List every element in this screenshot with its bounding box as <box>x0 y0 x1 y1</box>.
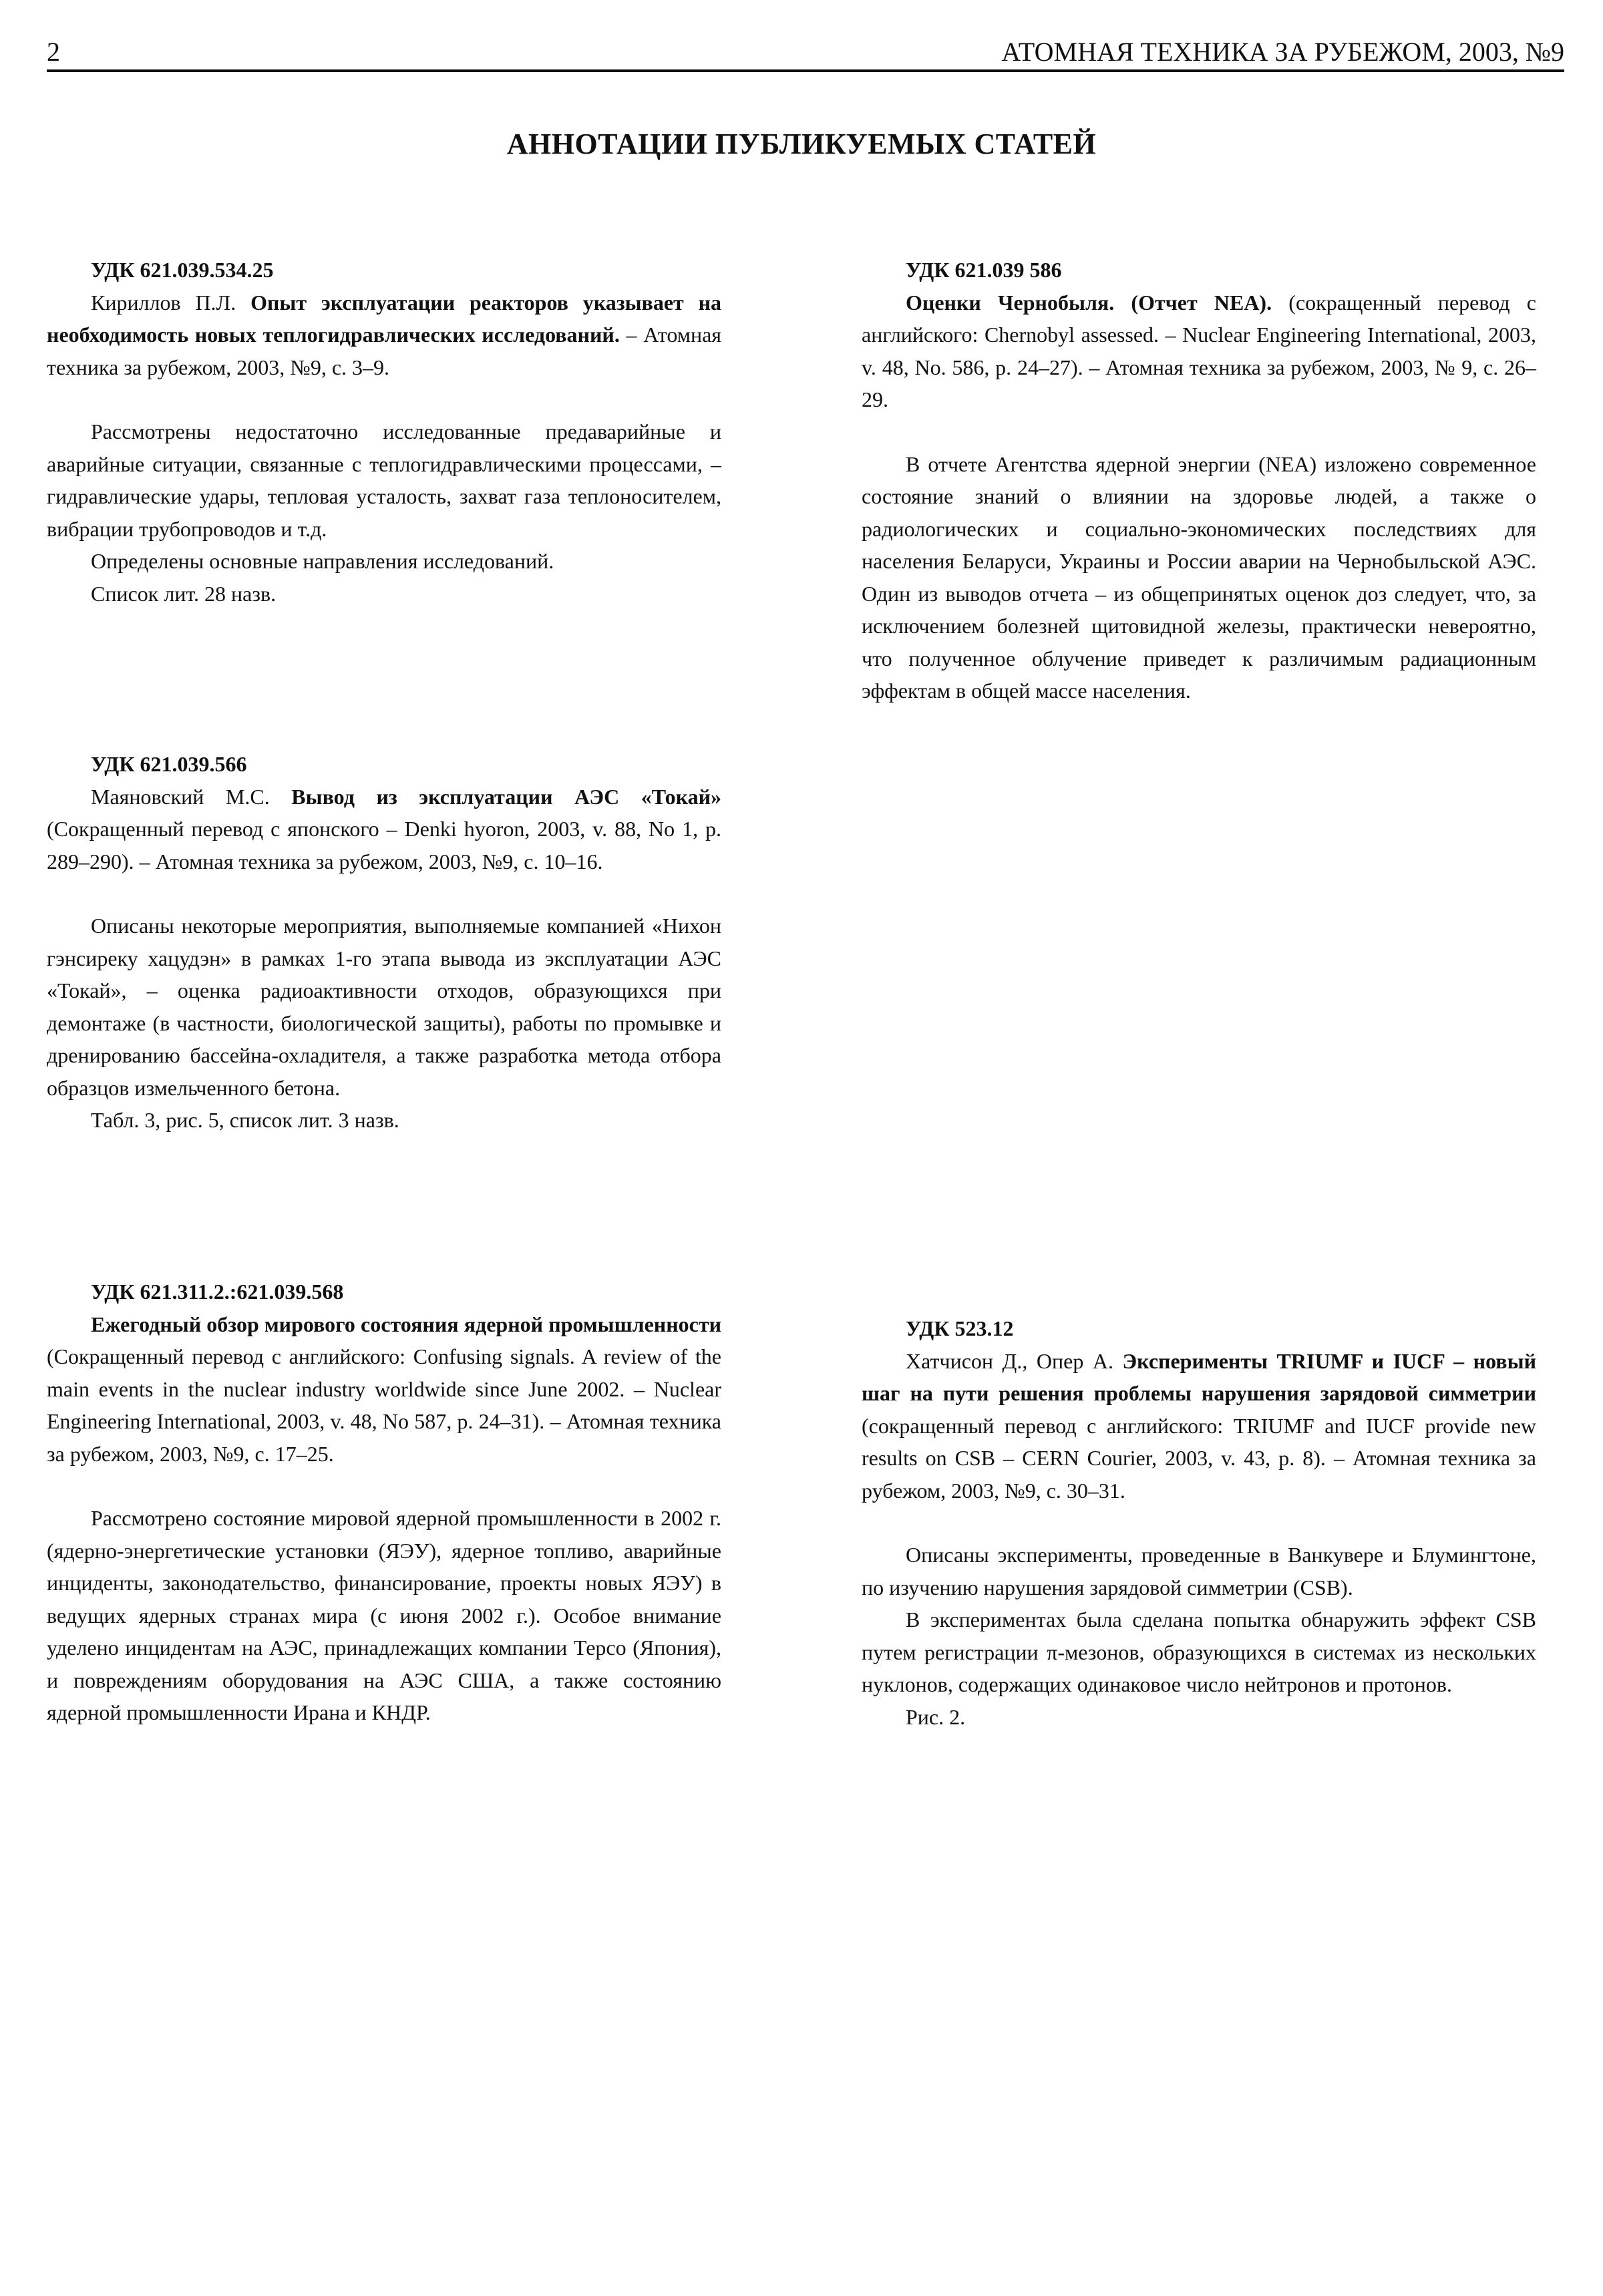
article-author: Хатчисон Д., Опер А. <box>906 1348 1123 1373</box>
article-citation: (Сокращенный перевод с английского: Confusing signals. A review of the main events in the nuclear industry worldwide since June 2002. – Nuclear Engineering International, 2003, v. 48, No 587, p. 24–31). – Атомная техника за рубежом, 2003, №9, с. 17–25. <box>47 1344 721 1466</box>
article-reference <box>862 1345 1536 1507</box>
article-udk: УДК 621.039.534.25 <box>91 258 274 282</box>
running-header <box>47 25 1564 65</box>
article-abstract: Определены основные направления исследований. <box>91 549 554 573</box>
article-udk: УДК 621.039 586 <box>906 258 1062 282</box>
article-reference <box>862 286 1536 416</box>
article-udk: УДК 523.12 <box>906 1316 1014 1340</box>
article-abstract: Описаны некоторые мероприятия, выполняемые компанией «Нихон гэнсиреку хацудэн» в рамках 1-го этапа вывода из эксплуатации АЭС «Токай», – оценка радиоактивности отходов, образующихся при демонтаже (в частности, биологической защиты), работы по промывке и дренированию бассейна-охладителя, а также разработка метода отбора образцов измельченного бетона. <box>47 914 721 1100</box>
page-title: АННОТАЦИИ ПУБЛИКУЕМЫХ СТАТЕЙ <box>506 128 1097 160</box>
article-abstract: Рассмотрены недостаточно исследованные предаварийные и аварийные ситуации, связанные с теплогидравлическими процессами, – гидравлические удары, тепловая усталость, захват газа теплоносителем, вибрации трубопроводов и т.д. <box>47 419 721 541</box>
article-reference <box>47 286 721 384</box>
article-reference <box>47 1308 721 1471</box>
article-1 <box>47 254 721 610</box>
article-title: Вывод из эксплуатации АЭС «Токай» <box>291 784 722 809</box>
article-figures-count: Рис. 2. <box>906 1704 966 1729</box>
article-title: Эксперименты TRIUMF и IUCF – новый шаг на пути решения проблемы нарушения зарядовой симметрии <box>862 1348 1537 1405</box>
article-title: Опыт эксплуатации реакторов указывает на необходимость новых теплогидравлических исследований. <box>47 290 721 347</box>
article-abstract: В экспериментах была сделана попытка обнаружить эффект CSB путем регистрации π-мезонов, образующихся в системах из нескольких нуклонов, содержащих одинаковое число нейтронов и протонов. <box>862 1607 1536 1696</box>
article-reference <box>47 781 721 878</box>
article-author: Маяновский М.С. <box>91 784 292 809</box>
article-references-count: Список лит. 28 назв. <box>91 581 277 606</box>
journal-title: АТОМНАЯ ТЕХНИКА ЗА РУБЕЖОМ, 2003, №9 <box>1001 37 1564 67</box>
article-citation: (сокращенный перевод с английского: TRIUMF and IUCF provide new results on CSB – CERN Courier, 2003, v. 43, p. 8). – Атомная техника за рубежом, 2003, №9, с. 30–31. <box>862 1413 1536 1503</box>
article-abstract: Описаны эксперименты, проведенные в Ванкувере и Блумингтоне, по изучению нарушения зарядовой симметрии (CSB). <box>862 1543 1536 1599</box>
article-title: Ежегодный обзор мирового состояния ядерной промышленности <box>91 1312 721 1336</box>
article-abstract: В отчете Агентства ядерной энергии (NEA) изложено современное состояние знаний о влиянии на здоровье людей, а также о радиологических и социально-экономических последствиях для населения Беларуси, Украины и России аварии на Чернобыльской АЭС. Один из выводов отчета – из общепринятых оценок доз следует, что, за исключением болезней щитовидной железы, практически невероятно, что полученное облучение приведет к различимым радиационным эффектам в общей массе населения. <box>862 451 1536 703</box>
article-author: Кириллов П.Л. <box>91 290 251 315</box>
article-5 <box>862 1312 1536 1733</box>
article-title: Оценки Чернобыля. (Отчет NEA). <box>906 290 1272 315</box>
header-rule <box>47 69 1564 72</box>
article-citation: (Сокращенный перевод с японского – Denki hyoron, 2003, v. 88, No 1, p. 289–290). – Атомная техника за рубежом, 2003, №9, с. 10–16. <box>47 817 721 874</box>
article-3 <box>47 1276 721 1729</box>
page-number: 2 <box>47 37 60 67</box>
article-2 <box>47 748 721 1137</box>
article-citation: (сокращенный перевод с английского: Chernobyl assessed. – Nuclear Engineering International, 2003, v. 48, No. 586, p. 24–27). – Атомная техника за рубежом, 2003, № 9, с. 26–29. <box>862 290 1536 411</box>
article-udk: УДК 621.311.2.:621.039.568 <box>91 1280 344 1304</box>
article-abstract: Рассмотрено состояние мировой ядерной промышленности в 2002 г. (ядерно-энергетические установки (ЯЭУ), ядерное топливо, аварийные инциденты, законодательство, финансирование, проекты новых ЯЭУ) в ведущих ядерных странах мира (с июня 2002 г.). Особое внимание уделено инцидентам на АЭС, принадлежащих компании Терсо (Япония), и повреждениям оборудования на АЭС США, а также состоянию ядерной промышленности Ирана и КНДР. <box>47 1506 721 1724</box>
article-citation: – Атомная техника за рубежом, 2003, №9, с. 3–9. <box>47 323 722 379</box>
article-4 <box>862 254 1536 707</box>
article-udk: УДК 621.039.566 <box>91 752 247 776</box>
article-references-count: Табл. 3, рис. 5, список лит. 3 назв. <box>91 1108 399 1132</box>
